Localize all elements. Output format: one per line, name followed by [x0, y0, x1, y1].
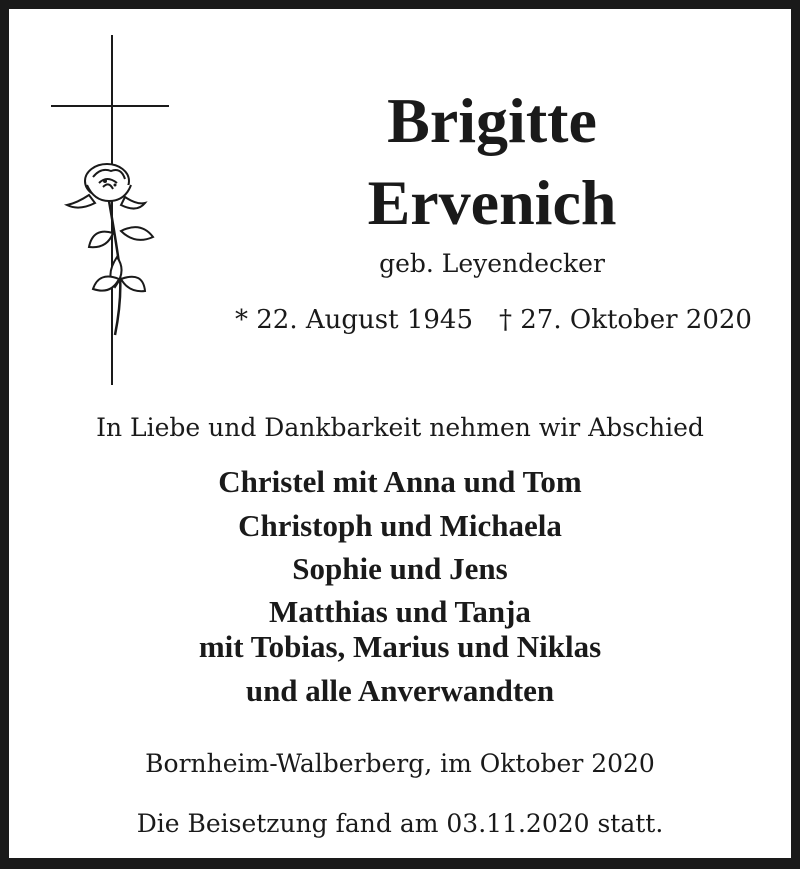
mourner-line: und alle Anverwandten [245, 673, 555, 708]
death-date: † 27. Oktober 2020 [499, 305, 752, 335]
burial-note: Die Beisetzung fand am 03.11.2020 statt. [136, 809, 664, 838]
mourner-line: Christel mit Anna und Tom [218, 464, 582, 499]
mourner-line: Sophie und Jens [292, 551, 508, 586]
deceased-first-name: Brigitte [387, 85, 597, 156]
birth-date: * 22. August 1945 [235, 305, 474, 335]
birth-name: geb. Leyendecker [379, 249, 605, 278]
place-and-date: Bornheim-Walberberg, im Oktober 2020 [145, 749, 655, 778]
farewell-intro: In Liebe und Dankbarkeit nehmen wir Abschied [96, 413, 704, 442]
cross-with-rose-icon [49, 35, 189, 385]
mourner-line: Christoph und Michaela [238, 508, 562, 543]
deceased-last-name: Ervenich [367, 167, 617, 238]
mourner-line: Matthias und Tanja [269, 594, 531, 629]
mourner-line: mit Tobias, Marius und Niklas [198, 629, 602, 664]
obituary-notice [9, 9, 791, 858]
